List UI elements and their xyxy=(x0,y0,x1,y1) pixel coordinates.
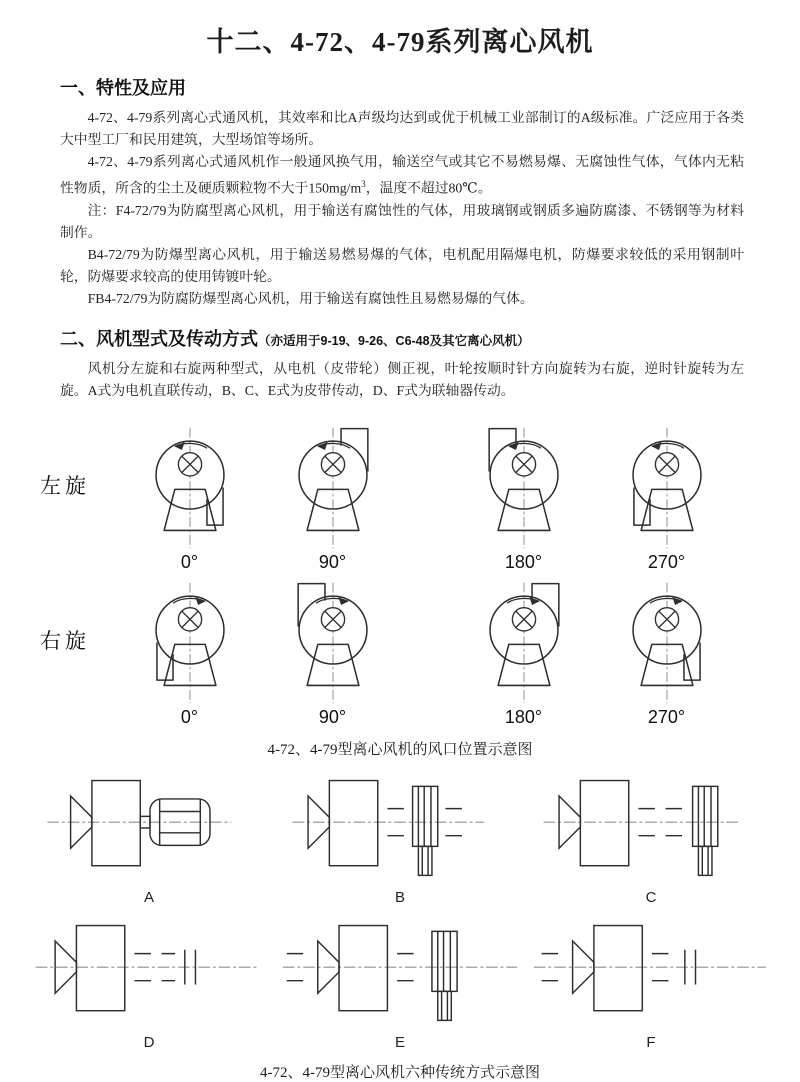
angle-label: 180° xyxy=(504,551,543,572)
transmission-row-def xyxy=(28,912,772,1051)
para2-text-tail: ，温度不超过80℃。 xyxy=(365,180,492,196)
transmission-letter: E xyxy=(394,1033,405,1051)
transmission-letter: B xyxy=(394,888,405,906)
fan-position-right-180 xyxy=(452,579,595,728)
transmission-drawing-d-icon xyxy=(28,912,270,1032)
transmission-drawing-f-icon xyxy=(530,912,772,1032)
transmission-letter: D xyxy=(143,1033,155,1051)
page-title: 十二、4-72、4-79系列离心风机 xyxy=(206,27,594,57)
left-rotation-label: 左旋 xyxy=(40,475,90,499)
right-rotation-label: 右旋 xyxy=(40,630,90,654)
transmission-type-f xyxy=(530,912,772,1051)
section1-para5: FB4-72/79为防腐防爆型离心风机，用于输送有腐蚀性且易燃易爆的气体。 xyxy=(87,290,534,306)
transmission-type-c xyxy=(530,767,772,906)
fan-position-left-270 xyxy=(595,424,738,573)
fan-housing-drawing-right-180-icon xyxy=(452,579,595,707)
section2-para1: 风机分左旋和右旋两种型式，从电机（皮带轮）侧正视，叶轮按顺时针方向旋转为右旋，逆时针旋转为左旋。A式为电机直联传动，B、C、E式为皮带传动，D、F式为联轴器传动。 xyxy=(60,360,744,398)
transmission-letter: C xyxy=(645,888,657,906)
transmission-drawing-a-icon xyxy=(28,767,270,887)
section1-para4: B4-72/79为防爆型离心风机，用于输送易燃易爆的气体，电机配用隔爆电机，防爆要求较低的采用钢制叶轮，防爆要求较高的使用铸镀叶轮。 xyxy=(60,246,744,284)
para2-superscript: 3 xyxy=(361,179,366,189)
fan-housing-drawing-right-90-icon xyxy=(261,579,404,707)
angle-label: 270° xyxy=(647,551,686,572)
left-rotation-cells xyxy=(118,424,782,573)
section1-para2 xyxy=(60,151,744,200)
fan-position-left-0 xyxy=(118,424,261,573)
fan-housing-drawing-left-180-icon xyxy=(452,424,595,552)
fan-row-left-rotation xyxy=(0,424,800,573)
content xyxy=(0,74,800,402)
transmission-diagram-area xyxy=(0,767,800,1082)
transmission-type-a xyxy=(28,767,270,906)
angle-label: 0° xyxy=(180,551,199,572)
fan-position-right-0 xyxy=(118,579,261,728)
rotation-diagram-caption: 4-72、4-79型离心风机的风口位置示意图 xyxy=(267,741,533,758)
section2-heading-text: 二、风机型式及传动方式 xyxy=(60,328,258,349)
transmission-drawing-b-icon xyxy=(279,767,521,887)
transmission-diagram-caption: 4-72、4-79型离心风机六种传统方式示意图 xyxy=(260,1064,540,1081)
section2-heading xyxy=(60,325,744,351)
transmission-row-abc xyxy=(28,767,772,906)
fan-housing-drawing-right-0-icon xyxy=(118,579,261,707)
fan-position-right-270 xyxy=(595,579,738,728)
fan-position-left-180 xyxy=(452,424,595,573)
transmission-drawing-e-icon xyxy=(279,912,521,1032)
fan-housing-drawing-left-0-icon xyxy=(118,424,261,552)
section2-heading-note: （亦适用于9-19、9-26、C6-48及其它离心风机） xyxy=(258,333,530,348)
transmission-letter: A xyxy=(143,888,154,906)
transmission-drawing-c-icon xyxy=(530,767,772,887)
transmission-type-e xyxy=(279,912,521,1051)
fan-housing-drawing-right-270-icon xyxy=(595,579,738,707)
fan-rotation-diagram-area xyxy=(0,424,800,759)
fan-row-right-rotation xyxy=(0,579,800,728)
angle-label: 0° xyxy=(180,706,199,727)
right-rotation-cells xyxy=(118,579,782,728)
angle-label: 90° xyxy=(318,706,347,727)
transmission-letter: F xyxy=(646,1033,656,1051)
fan-housing-drawing-left-270-icon xyxy=(595,424,738,552)
angle-label: 90° xyxy=(318,551,347,572)
section1-para1: 4-72、4-79系列离心式通风机，其效率和比A声级均达到或优于机械工业部制订的A级标准。广泛应用于各类大中型工厂和民用建筑，大型场馆等场所。 xyxy=(60,110,744,147)
transmission-type-d xyxy=(28,912,270,1051)
para2-text: 4-72、4-79系列离心式通风机作一般通风换气用，输送空气或其它不易燃易爆、无腐蚀性气体，气体内无粘性物质，所含的尘土及硬质颗粒物不大于150mg/m xyxy=(60,154,744,196)
angle-label: 270° xyxy=(647,706,686,727)
section1-note-para: 注：F4-72/79为防腐型离心风机，用于输送有腐蚀性的气体，用玻璃钢或钢质多遍防腐漆、不锈钢等为材料制作。 xyxy=(60,202,744,240)
section1-heading: 一、特性及应用 xyxy=(60,78,186,98)
transmission-type-b xyxy=(279,767,521,906)
fan-position-right-90 xyxy=(261,579,404,728)
angle-label: 180° xyxy=(504,706,543,727)
fan-housing-drawing-left-90-icon xyxy=(261,424,404,552)
fan-position-left-90 xyxy=(261,424,404,573)
